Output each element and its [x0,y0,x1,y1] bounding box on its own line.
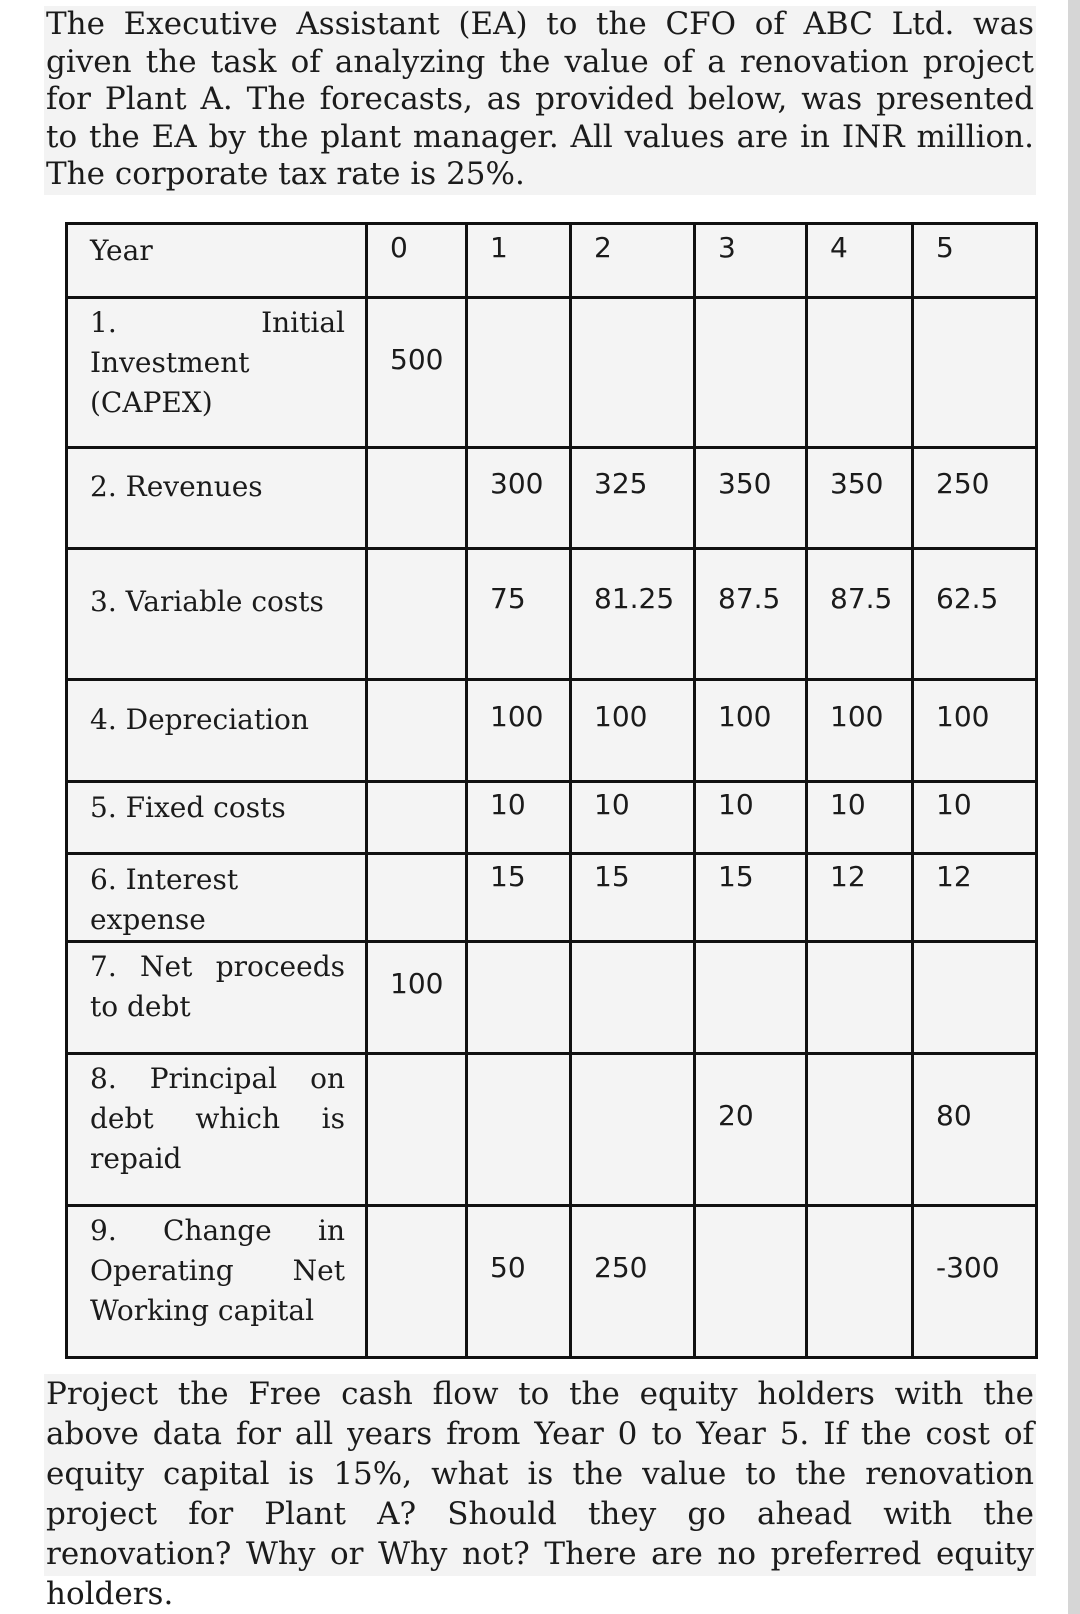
row-label: 5. Fixed costs [67,782,367,854]
table-cell: 15 [695,854,807,942]
table-cell: 15 [467,854,571,942]
row-label: 8. Principal on debt which is repaid [67,1054,367,1206]
table-cell: 100 [571,680,695,782]
year-header: 0 [367,224,467,298]
table-cell [571,942,695,1054]
table-cell: 20 [695,1054,807,1206]
table-cell [807,1054,913,1206]
year-header: 2 [571,224,695,298]
table-cell [467,1054,571,1206]
table-cell: 87.5 [695,549,807,680]
table-cell [367,448,467,549]
table-row [67,549,1037,680]
table-cell: 100 [913,680,1037,782]
year-header: 5 [913,224,1037,298]
table-cell: 15 [571,854,695,942]
table-cell: 500 [367,298,467,448]
page-right-edge [1068,0,1080,1614]
table-cell [367,549,467,680]
table-cell: 81.25 [571,549,695,680]
table-cell [695,1206,807,1358]
table-cell: -300 [913,1206,1037,1358]
table-cell: 250 [571,1206,695,1358]
table-cell [367,680,467,782]
table-cell: 100 [807,680,913,782]
year-header: 4 [807,224,913,298]
table-cell [367,1054,467,1206]
year-header: 1 [467,224,571,298]
table-cell [913,298,1037,448]
table-cell: 100 [367,942,467,1054]
table-cell: 12 [807,854,913,942]
table-cell: 350 [695,448,807,549]
table-cell [807,298,913,448]
table-cell: 62.5 [913,549,1037,680]
table-cell [695,942,807,1054]
table-cell: 12 [913,854,1037,942]
header-label: Year [67,224,367,298]
table-cell: 75 [467,549,571,680]
table-cell [807,942,913,1054]
year-header: 3 [695,224,807,298]
table-header-row [67,224,1037,298]
table-cell: 350 [807,448,913,549]
table-cell: 87.5 [807,549,913,680]
row-label: 9. Change in Operating Net Working capital [67,1206,367,1358]
table-cell [571,1054,695,1206]
table-cell [367,854,467,942]
table-row [67,1206,1037,1358]
row-label: 6. Interest expense [67,854,367,942]
table-row [67,298,1037,448]
table-cell [807,1206,913,1358]
table-row [67,782,1037,854]
table-cell: 10 [807,782,913,854]
table-row [67,448,1037,549]
table-row [67,680,1037,782]
row-label: 7. Net proceeds to debt [67,942,367,1054]
table-cell: 10 [571,782,695,854]
table-cell [571,298,695,448]
table-row [67,1054,1037,1206]
table-cell: 10 [467,782,571,854]
table-cell: 300 [467,448,571,549]
row-label: 1. Initial Investment (CAPEX) [67,298,367,448]
table-cell: 10 [913,782,1037,854]
table-cell: 100 [695,680,807,782]
question-paragraph: Project the Free cash flow to the equity holders with the above data for all years from Year 0 to Year 5. If the cost of equity capital is 15%, what is the value to the renovation project for Plant A? Should they go ahead with the renovation? Why or Why not? There are no preferred equity holders. [46,1376,1034,1612]
row-label: 4. Depreciation [67,680,367,782]
table-cell [367,782,467,854]
table-cell [467,298,571,448]
table-cell [913,942,1037,1054]
intro-paragraph: The Executive Assistant (EA) to the CFO of ABC Ltd. was given the task of analyzing the value of a renovation project for Plant A. The forecasts, as provided below, was presented to the EA by the plant manager. All values are in INR million. The corporate tax rate is 25%. [44,6,1036,195]
row-label: 2. Revenues [67,448,367,549]
table-cell: 100 [467,680,571,782]
row-label: 3. Variable costs [67,549,367,680]
table-row [67,942,1037,1054]
table-cell: 250 [913,448,1037,549]
table-cell: 325 [571,448,695,549]
table-cell: 50 [467,1206,571,1358]
forecast-table [65,222,1038,1359]
table-cell: 10 [695,782,807,854]
table-cell [467,942,571,1054]
table-cell: 80 [913,1054,1037,1206]
table-row [67,854,1037,942]
table-cell [367,1206,467,1358]
table-cell [695,298,807,448]
